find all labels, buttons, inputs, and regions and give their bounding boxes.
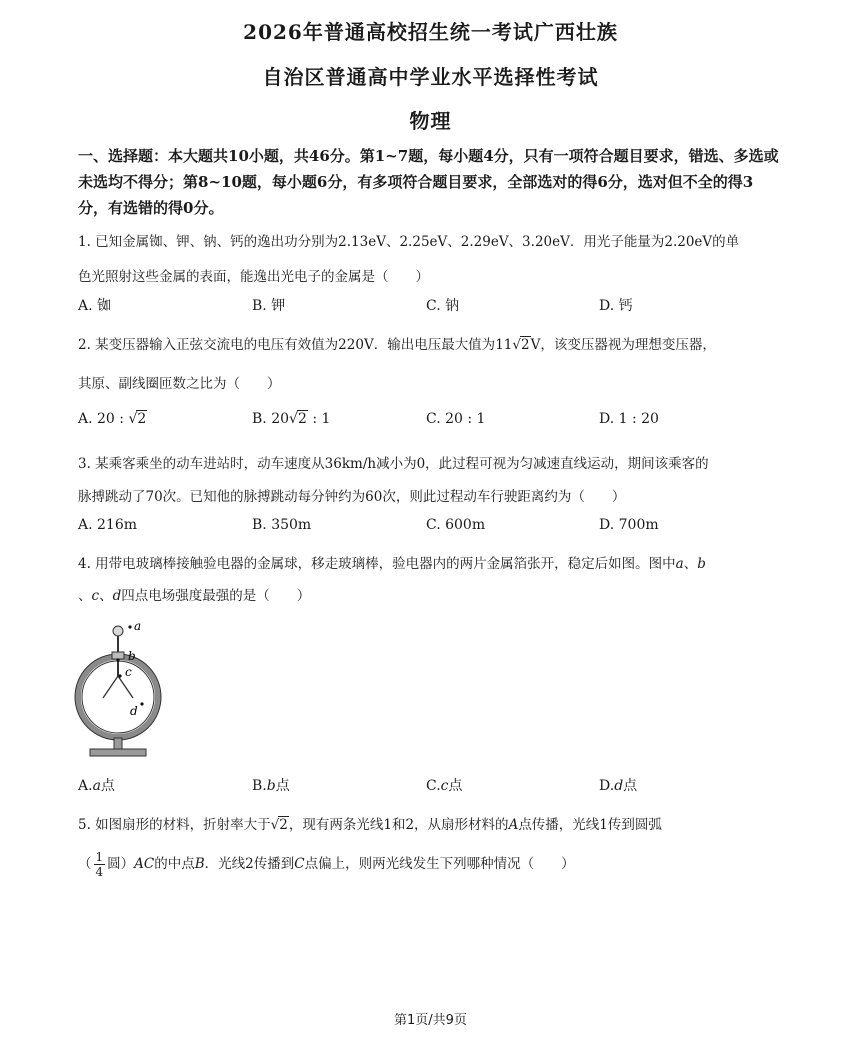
q4-option-c	[426, 775, 463, 795]
q4-option-a-suffix: 点	[100, 778, 115, 794]
q3-option-a: A. 216m	[78, 517, 138, 533]
label-d: d	[130, 704, 138, 718]
q5-line1-mid: ，现有两条光线1和2，从扇形材料的	[288, 817, 509, 833]
q4-sep: 、	[683, 556, 698, 572]
q5-line2-b: 的中点	[154, 856, 195, 872]
q2-max-rad: 2	[520, 337, 530, 353]
sqrt-symbol: √2	[512, 337, 530, 353]
q5-line2	[78, 850, 575, 879]
q5-rad: 2	[279, 817, 288, 833]
q3-option-c: C. 600m	[426, 517, 486, 533]
q4-var-d: d	[112, 588, 122, 604]
metal-ball	[113, 626, 123, 636]
q4-option-a	[78, 775, 115, 795]
q2-line1-text: 2. 某变压器输入正弦交流电的电压有效值为220V．输出电压最大值为	[78, 337, 496, 353]
q4-sep: 、	[78, 588, 92, 604]
q2-max-voltage	[495, 337, 540, 353]
sqrt-symbol: √2	[270, 817, 288, 833]
section-intro: 一、选择题：本大题共10小题，共46分。第1~7题，每小题4分，只有一项符合题目要求，错选、多选或未选均不得分；第8~10题，每小题6分，有多项符合题目要求，全部选对的得6分，选对但不全的得3分，有选错的得0分。	[78, 147, 779, 217]
stand-post	[114, 738, 122, 750]
point-c	[118, 674, 121, 677]
fraction-den: 4	[95, 865, 104, 879]
exam-title-line1: 2026年普通高校招生统一考试广西壮族	[243, 20, 618, 44]
q2-line1	[78, 333, 716, 353]
quarter-fraction	[94, 850, 106, 879]
q3-option-d: D. 700m	[599, 517, 659, 533]
q4-var-b: b	[697, 556, 706, 572]
q5-point-c: C	[294, 856, 305, 872]
label-b: b	[128, 649, 136, 663]
q5-arc-ac: AC	[134, 856, 155, 872]
label-c: c	[125, 665, 132, 679]
q2-max-coef: 11	[495, 337, 513, 353]
q2-option-b-label: B.	[252, 411, 267, 427]
q2-option-c: C. 20 : 1	[426, 411, 486, 427]
q4-option-b-var: b	[266, 778, 276, 794]
q1-line2: 色光照射这些金属的表面，能逸出光电子的金属是（ ）	[78, 269, 429, 285]
q4-var-a: a	[675, 556, 684, 572]
exam-title-line2: 自治区普通高中学业水平选择性考试	[262, 65, 599, 89]
fraction-num: 1	[95, 850, 104, 864]
q1-option-b: B. 钾	[252, 298, 286, 314]
q5-line2-c: ．光线2传播到	[204, 856, 295, 872]
q4-option-d-var: d	[614, 778, 624, 794]
foil-leaf-right	[118, 676, 133, 698]
q2-option-a	[78, 411, 147, 427]
q4-sep: 、	[99, 588, 113, 604]
q2-option-d: D. 1 : 20	[599, 411, 659, 427]
q5-paren: （	[78, 856, 92, 872]
point-b	[116, 658, 119, 661]
q2-line2: 其原、副线圈匝数之比为（ ）	[78, 376, 281, 392]
q5-point-a: A	[508, 817, 519, 833]
q4-option-a-label: A.	[78, 778, 93, 794]
q1-option-d: D. 钙	[599, 298, 633, 314]
q4-option-c-label: C.	[426, 778, 441, 794]
label-a: a	[134, 619, 142, 633]
insulator-plug	[112, 652, 124, 659]
q4-option-b	[252, 775, 290, 795]
q5-line2-d: 点偏上，则两光线发生下列哪种情况（ ）	[304, 856, 575, 872]
q4-option-b-label: B.	[252, 778, 267, 794]
q5-line1-post: 点传播，光线1传到圆弧	[518, 817, 662, 833]
q5-line2-a: 圆）	[107, 856, 135, 872]
q2-option-b-post: : 1	[307, 411, 331, 427]
q4-line1-text: 4. 用带电玻璃棒接触验电器的金属球，移走玻璃棒，验电器内的两片金属箔张开，稳定后如图。图中	[78, 556, 676, 572]
q2-option-b	[252, 411, 330, 427]
page-footer: 第1页/共9页	[394, 1013, 467, 1028]
subject-title: 物理	[409, 109, 452, 133]
q2-option-a-label: A.	[78, 411, 93, 427]
q4-var-c: c	[91, 588, 100, 604]
electroscope-figure	[70, 618, 180, 760]
q2-max-unit: V	[530, 337, 541, 353]
q2-option-a-rad: 2	[137, 411, 147, 427]
q4-line1	[78, 552, 706, 572]
q2-option-a-pre: 20 :	[97, 411, 129, 427]
point-a	[128, 625, 131, 628]
q5-point-b: B	[194, 856, 205, 872]
q1-line1: 1. 已知金属铷、钾、钠、钙的逸出功分别为2.13eV、2.25eV、2.29eV、3.20eV．用光子能量为2.20eV的单	[78, 234, 740, 250]
point-d	[140, 702, 143, 705]
q4-option-d-label: D.	[599, 778, 615, 794]
q4-line2-text: 四点电场强度最强的是（ ）	[121, 588, 311, 604]
q4-option-c-var: c	[440, 778, 449, 794]
q3-option-b: B. 350m	[252, 517, 312, 533]
q3-line1: 3. 某乘客乘坐的动车进站时，动车速度从36km/h减小为0，此过程可视为匀减速直线运动，期间该乘客的	[78, 456, 709, 472]
q1-option-c: C. 钠	[426, 298, 460, 314]
q4-option-d-suffix: 点	[623, 778, 638, 794]
sqrt-symbol: √2	[128, 411, 147, 427]
stand-base	[90, 749, 146, 756]
q2-line1-post: ，该变压器视为理想变压器，	[540, 337, 716, 353]
q2-option-b-coef: 20	[271, 411, 290, 427]
q4-option-c-suffix: 点	[448, 778, 463, 794]
q1-option-a: A. 铷	[78, 298, 112, 314]
q4-option-a-var: a	[92, 778, 101, 794]
q4-option-d	[599, 775, 637, 795]
q3-line2: 脉搏跳动了70次。已知他的脉搏跳动每分钟约为60次，则此过程动车行驶距离约为（ ）	[78, 489, 626, 505]
q4-line2	[78, 584, 310, 604]
q4-option-b-suffix: 点	[275, 778, 290, 794]
q5-line1	[78, 813, 662, 833]
q2-option-b-rad: 2	[297, 411, 307, 427]
foil-leaf-left	[103, 676, 118, 698]
sqrt-symbol: √2	[289, 411, 307, 427]
q5-line1-text: 5. 如图扇形的材料，折射率大于	[78, 817, 271, 833]
